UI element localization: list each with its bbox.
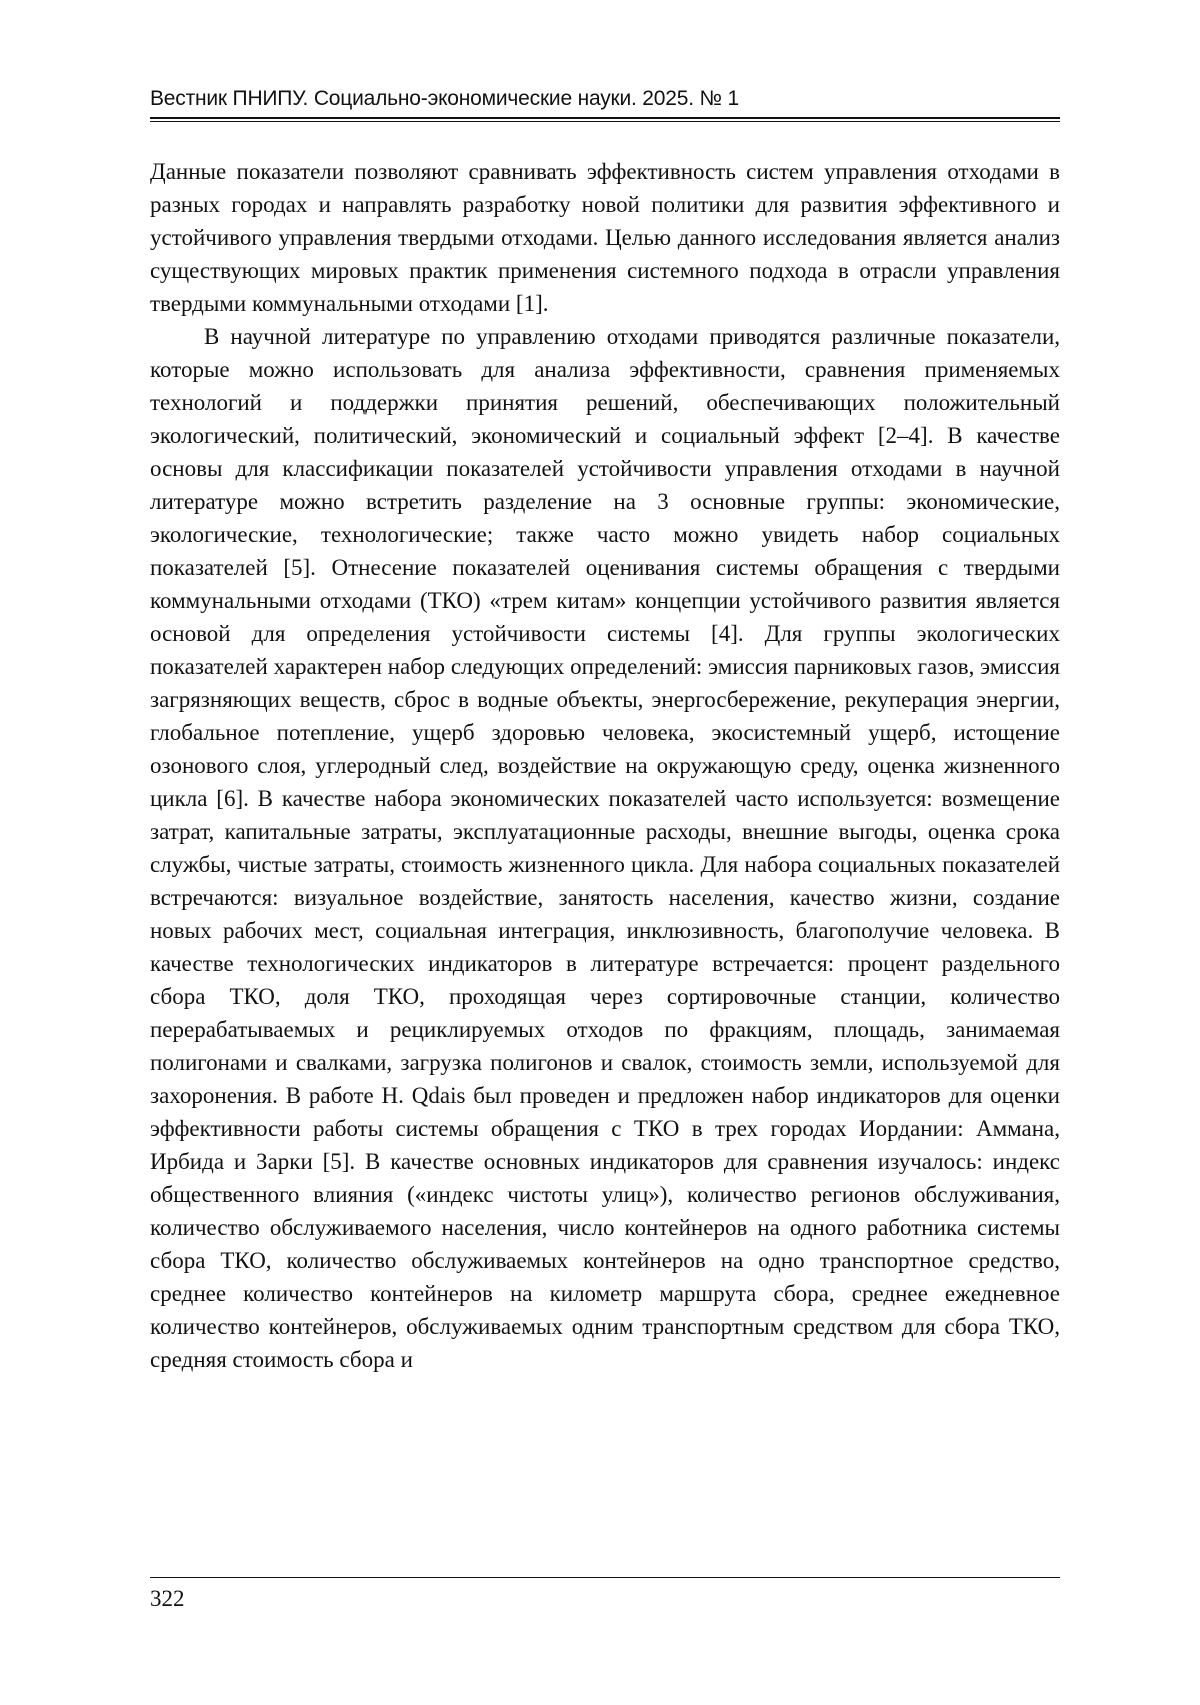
document-page [0,0,1200,1705]
running-header: Вестник ПНИПУ. Социально-экономические науки. 2025. № 1 [150,86,1060,112]
footer-rule [150,1577,1060,1578]
paragraph-2: В научной литературе по управлению отходами приводятся различные по­казатели, которые можно использовать для анализа эффективности, сравнения применяемых технологий и поддержки принятия решений, обеспечивающих положительный экологический, политический, экономический и социальный эффект [2–4]. В качестве основы для классификации показателей устойчивости управления отходами в научной литературе можно встретить разделение на 3 основные группы: экономические, экологические, технологические; также ча­сто можно увидеть набор социальных показателей [5]. Отнесение показателей оценивания системы обращения с твердыми коммунальными отходами (ТКО) «трем китам» концепции устойчивого развития является основой для определе­ния устойчивости системы [4]. Для группы экологических показателей характе­рен набор следующих определений: эмиссия парниковых газов, эмиссия загряз­няющих веществ, сброс в водные объекты, энергосбережение, рекуперация энергии, глобальное потепление, ущерб здоровью человека, экосистемный ущерб, истощение озонового слоя, углеродный след, воздействие на окружаю­щую среду, оценка жизненного цикла [6]. В качестве набора экономических по­казателей часто используется: возмещение затрат, капитальные затраты, экс­плуатационные расходы, внешние выгоды, оценка срока службы, чистые за­траты, стоимость жизненного цикла. Для набора социальных показателей встречаются: визуальное воздействие, занятость населения, качество жизни, со­здание новых рабочих мест, социальная интеграция, инклюзивность, благопо­лучие человека. В качестве технологических индикаторов в литературе встре­чается: процент раздельного сбора ТКО, доля ТКО, проходящая через сортиро­вочные станции, количество перерабатываемых и рециклируемых отходов по фракциям, площадь, занимаемая полигонами и свалками, загрузка полигонов и свалок, стоимость земли, используемой для захоронения. В работе H. Qdais был проведен и предложен набор индикаторов для оценки эффективности работы системы обращения с ТКО в трех городах Иордании: Аммана, Ирбида и Зарки [5]. В качестве основных индикаторов для сравнения изучалось: индекс обще­ственного влияния («индекс чистоты улиц»), количество регионов обслужива­ния, количество обслуживаемого населения, число контейнеров на одного ра­ботника системы сбора ТКО, количество обслуживаемых контейнеров на одно транспортное средство, среднее количество контейнеров на километр маршрута сбора, среднее ежедневное количество контейнеров, обслуживаемых одним транспортным средством для сбора ТКО, средняя стоимость сбора и [150,320,1060,1376]
body-text [150,155,1060,1376]
paragraph-1: Данные показатели позволяют сравнивать эффективность систем управления отходами в разных городах и направлять разработку новой политики для разви­тия эффективного и устойчивого управления твердыми отходами. Целью дан­ного исследования является анализ существующих мировых практик примене­ния системного подхода в отрасли управления твердыми коммунальными отхо­дами [1]. [150,155,1060,320]
header-rule [150,117,1060,122]
page-number: 322 [150,1584,185,1614]
